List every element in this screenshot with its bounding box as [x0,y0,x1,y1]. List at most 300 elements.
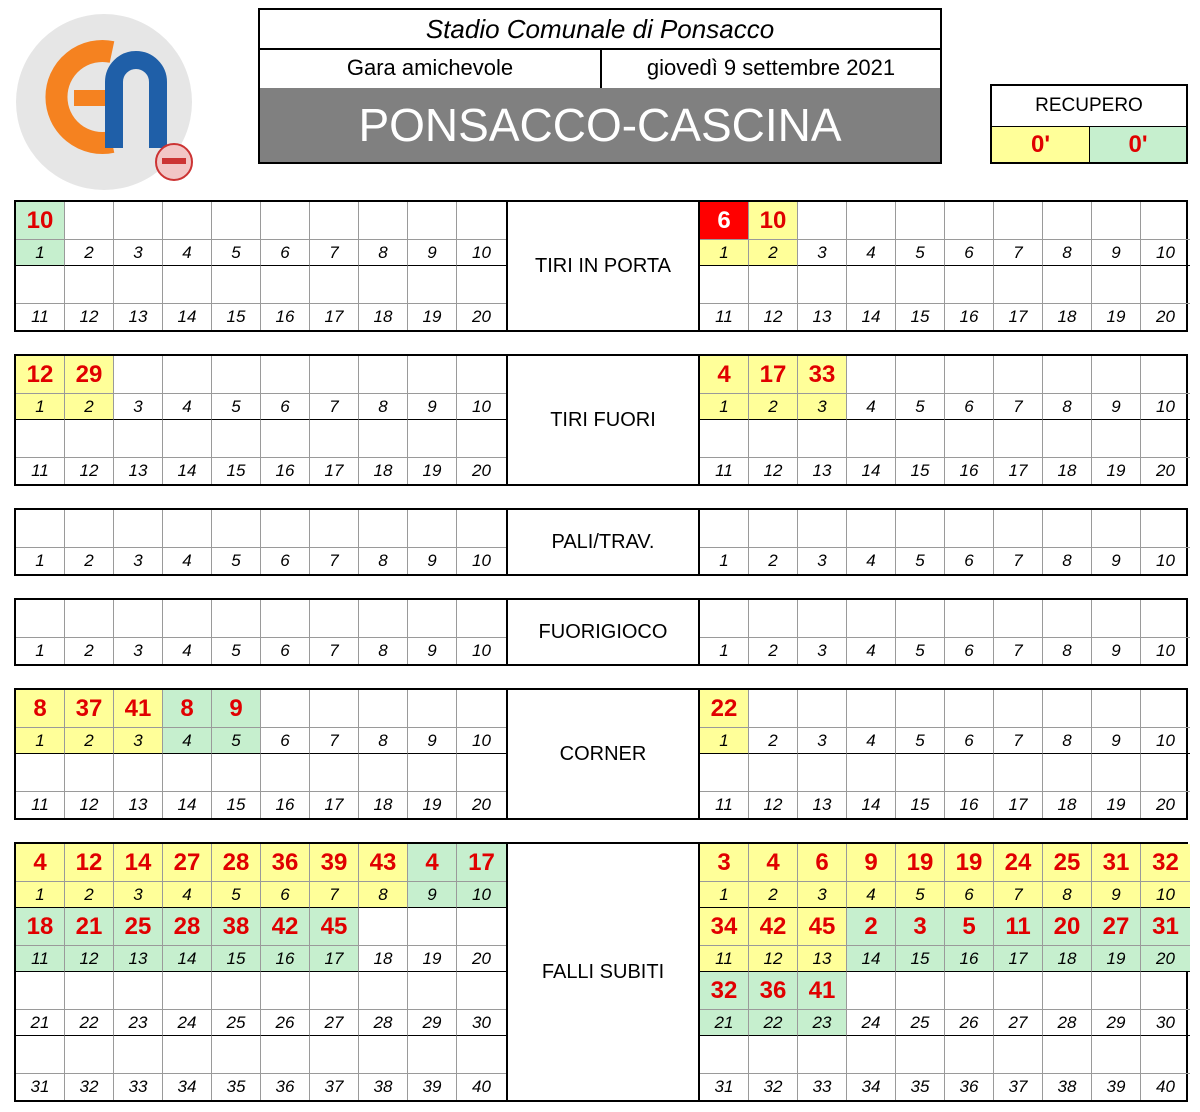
event-index: 10 [472,243,491,262]
stat-cell [114,690,163,754]
event-minute [749,1036,797,1074]
stat-cell [457,202,506,266]
event-index: 10 [472,641,491,660]
stat-cell [408,972,457,1036]
stat-cell [261,690,310,754]
event-index: 14 [177,795,197,814]
event-minute [65,266,113,304]
stat-cell [310,202,359,266]
stat-cell [16,510,65,574]
stat-cell [994,266,1043,330]
event-minute [847,266,895,304]
event-index: 3 [798,394,846,419]
stat-cell [457,356,506,420]
event-index: 16 [275,795,295,814]
event-index: 1 [35,551,45,570]
event-minute [16,510,64,548]
event-minute [896,972,944,1010]
stat-cell [994,600,1043,664]
event-index: 2 [749,394,797,419]
event-minute: 8 [16,690,64,728]
stat-cell [16,1036,65,1100]
event-minute [114,600,162,638]
event-index: 40 [472,1077,491,1096]
stat-cell [1092,202,1141,266]
event-index: 12 [763,461,783,480]
stat-cell [1092,908,1141,972]
event-index: 4 [847,882,895,907]
event-minute [1043,600,1091,638]
stat-section [14,508,1188,576]
event-minute [700,510,748,548]
event-index: 4 [182,243,192,262]
event-index: 15 [226,461,246,480]
stat-cell [65,1036,114,1100]
stat-cell [408,202,457,266]
stat-cell [114,266,163,330]
stat-cell [749,1036,798,1100]
event-index: 26 [959,1013,979,1032]
event-index: 4 [163,882,211,907]
event-minute [457,972,506,1010]
event-index: 17 [1008,795,1028,814]
event-minute: 3 [700,844,748,882]
event-index: 2 [84,641,94,660]
home-team-grid [16,844,506,1100]
event-minute: 11 [994,908,1042,946]
event-minute: 33 [798,356,846,394]
event-index: 5 [212,882,260,907]
event-minute [16,1036,64,1074]
event-minute [261,420,309,458]
event-minute: 34 [700,908,748,946]
stat-cell [359,600,408,664]
event-minute [163,356,211,394]
stat-cell [994,1036,1043,1100]
event-index: 5 [915,243,925,262]
event-minute [359,202,407,240]
stat-section [14,200,1188,332]
event-index: 6 [280,243,290,262]
event-minute [1092,972,1140,1010]
stat-cell [798,510,847,574]
event-index: 5 [915,731,925,750]
event-minute: 21 [65,908,113,946]
event-index: 1 [700,394,748,419]
event-index: 5 [231,551,241,570]
event-index: 30 [1156,1013,1175,1032]
event-minute [16,600,64,638]
stat-cell [896,420,945,484]
event-minute [798,690,846,728]
stat-cell [994,844,1043,908]
event-minute: 4 [16,844,64,882]
stat-cell [65,754,114,818]
stat-cell [359,266,408,330]
event-index: 20 [472,795,491,814]
stat-cell [847,510,896,574]
stat-cell [798,972,847,1036]
event-index: 2 [768,551,778,570]
event-index: 21 [30,1013,50,1032]
event-minute [1043,420,1091,458]
stat-cell [114,908,163,972]
event-index: 38 [373,1077,393,1096]
event-minute [408,908,456,946]
event-minute: 17 [749,356,797,394]
event-minute [310,754,358,792]
stat-cell [994,202,1043,266]
event-index: 4 [866,397,876,416]
event-index: 10 [472,551,491,570]
stat-cell [1043,510,1092,574]
stat-cell [359,844,408,908]
event-minute [1043,972,1091,1010]
event-index: 6 [261,882,309,907]
recupero-label: RECUPERO [992,86,1186,127]
stat-cell [945,420,994,484]
event-index: 34 [861,1077,881,1096]
event-minute [408,510,456,548]
event-index: 20 [1156,795,1175,814]
event-index: 9 [1111,551,1121,570]
event-index: 1 [16,882,64,907]
event-index: 16 [261,946,309,971]
stat-cell [310,600,359,664]
event-minute [847,600,895,638]
event-index: 8 [1062,551,1072,570]
event-index: 25 [910,1013,930,1032]
stat-cell [749,266,798,330]
stat-cell [896,266,945,330]
stat-cell [1043,754,1092,818]
stat-cell [847,844,896,908]
event-index: 9 [427,397,437,416]
event-index: 20 [1141,946,1190,971]
event-index: 37 [324,1077,344,1096]
event-minute: 29 [65,356,113,394]
stat-cell [798,908,847,972]
stat-cell [408,510,457,574]
event-index: 6 [964,397,974,416]
event-index: 18 [373,795,393,814]
stat-cell [700,420,749,484]
event-index: 3 [114,882,162,907]
stat-cell [16,908,65,972]
event-index: 8 [378,551,388,570]
stat-cell [65,202,114,266]
stat-cell [261,600,310,664]
competition-type: Gara amichevole [260,48,602,88]
event-index: 18 [1057,307,1077,326]
event-minute [1092,356,1140,394]
event-minute: 3 [896,908,944,946]
event-minute [1141,510,1190,548]
stat-cell [212,600,261,664]
event-index: 18 [373,949,393,968]
stat-cell [1141,690,1190,754]
stat-cell [700,600,749,664]
stat-cell [749,844,798,908]
event-index: 8 [359,882,407,907]
event-index: 15 [896,946,944,971]
stat-cell [408,600,457,664]
event-minute [1141,202,1190,240]
stat-cell [994,420,1043,484]
event-index: 13 [128,307,148,326]
event-index: 7 [994,882,1042,907]
event-index: 19 [422,795,442,814]
event-index: 32 [763,1077,783,1096]
event-minute [16,266,64,304]
event-minute [847,510,895,548]
stat-cell [994,972,1043,1036]
event-index: 10 [472,397,491,416]
event-index: 1 [16,240,64,265]
event-minute [457,754,506,792]
stat-cell [1141,1036,1190,1100]
stat-cell [700,1036,749,1100]
stat-cell [994,754,1043,818]
event-minute [896,202,944,240]
event-minute: 42 [261,908,309,946]
event-minute [945,690,993,728]
event-minute [1043,510,1091,548]
stat-cell [1141,908,1190,972]
event-minute [261,754,309,792]
event-minute [1141,356,1190,394]
event-index: 12 [79,795,99,814]
stat-cell [798,266,847,330]
event-index: 9 [427,551,437,570]
event-minute [359,510,407,548]
event-index: 9 [1111,731,1121,750]
event-minute [847,972,895,1010]
stat-cell [65,510,114,574]
stat-cell [896,600,945,664]
event-minute: 5 [945,908,993,946]
event-index: 17 [1008,307,1028,326]
event-minute [700,754,748,792]
event-minute: 9 [847,844,895,882]
event-index: 15 [212,946,260,971]
event-minute [359,420,407,458]
stat-cell [945,754,994,818]
event-minute [896,510,944,548]
stat-cell [65,690,114,754]
event-minute [749,690,797,728]
stat-cell [212,754,261,818]
recupero-second-half: 0' [1090,127,1186,162]
stat-cell [408,266,457,330]
event-minute [114,266,162,304]
event-minute [798,600,846,638]
stat-section [14,842,1188,1102]
event-minute [65,420,113,458]
event-index: 24 [177,1013,197,1032]
event-index: 18 [373,307,393,326]
event-minute [1043,754,1091,792]
stat-cell [945,356,994,420]
stat-cell [749,510,798,574]
event-minute [310,356,358,394]
stat-cell [310,844,359,908]
event-index: 20 [472,949,491,968]
event-minute [798,202,846,240]
event-index: 5 [231,243,241,262]
stat-cell [1141,420,1190,484]
event-index: 14 [163,946,211,971]
event-minute [359,908,407,946]
event-minute [261,1036,309,1074]
event-index: 3 [133,641,143,660]
stat-cell [408,420,457,484]
stat-cell [261,844,310,908]
event-index: 22 [79,1013,99,1032]
stat-cell [310,754,359,818]
event-minute [310,600,358,638]
event-minute: 25 [114,908,162,946]
event-minute [114,1036,162,1074]
event-index: 17 [1008,461,1028,480]
event-index: 18 [373,461,393,480]
event-index: 10 [1156,551,1175,570]
stat-cell [310,510,359,574]
event-index: 19 [1106,795,1126,814]
stadium-name: Stadio Comunale di Ponsacco [260,10,940,50]
event-minute [945,356,993,394]
stat-cell [261,908,310,972]
event-index: 8 [378,397,388,416]
event-index: 31 [30,1077,50,1096]
event-minute [896,420,944,458]
event-index: 1 [16,394,64,419]
event-minute [1092,754,1140,792]
event-index: 12 [65,946,113,971]
stat-cell [700,510,749,574]
stat-cell [896,908,945,972]
stat-cell [700,202,749,266]
stat-cell [163,356,212,420]
recupero-first-half: 0' [992,127,1090,162]
home-team-grid [16,600,506,664]
event-index: 9 [427,641,437,660]
event-index: 2 [749,882,797,907]
home-team-grid [16,690,506,818]
event-index: 4 [182,397,192,416]
stat-cell [163,754,212,818]
event-minute [994,510,1042,548]
event-index: 11 [16,946,64,971]
stat-cell [1043,356,1092,420]
recupero-box [990,84,1188,164]
stat-cell [700,356,749,420]
event-minute [896,690,944,728]
event-minute [945,1036,993,1074]
event-index: 3 [798,882,846,907]
home-team-grid [16,510,506,574]
stat-cell [457,908,506,972]
event-minute [163,754,211,792]
event-minute: 4 [408,844,456,882]
event-minute [310,420,358,458]
event-index: 5 [915,397,925,416]
stat-cell [1043,844,1092,908]
stat-cell [847,754,896,818]
stat-cell [847,356,896,420]
event-minute: 28 [212,844,260,882]
stat-cell [700,844,749,908]
event-minute [261,356,309,394]
stat-label: FALLI SUBITI [506,844,700,1100]
stat-cell [359,690,408,754]
event-minute: 6 [798,844,846,882]
stat-cell [1043,972,1092,1036]
stat-cell [408,908,457,972]
event-index: 13 [812,307,832,326]
stat-cell [700,266,749,330]
stat-cell [945,202,994,266]
stat-cell [749,972,798,1036]
event-minute [65,202,113,240]
event-index: 6 [280,397,290,416]
event-minute [212,1036,260,1074]
stat-cell [896,690,945,754]
event-index: 6 [964,551,974,570]
event-minute: 4 [700,356,748,394]
stat-cell [798,754,847,818]
event-minute [847,1036,895,1074]
event-minute [700,1036,748,1074]
match-date: giovedì 9 settembre 2021 [646,55,896,80]
event-minute: 37 [65,690,113,728]
stat-cell [457,510,506,574]
event-index: 28 [373,1013,393,1032]
event-index: 12 [749,946,797,971]
event-index: 2 [84,243,94,262]
event-index: 6 [280,641,290,660]
stat-cell [212,202,261,266]
event-index: 10 [457,882,506,907]
event-index: 6 [280,731,290,750]
stat-cell [65,266,114,330]
event-minute [261,600,309,638]
event-minute: 28 [163,908,211,946]
stat-cell [700,754,749,818]
event-minute [310,510,358,548]
stat-cell [114,1036,163,1100]
home-team-grid [16,356,506,484]
event-index: 15 [910,795,930,814]
stat-cell [310,266,359,330]
stat-cell [261,1036,310,1100]
event-index: 10 [1156,731,1175,750]
event-minute [1043,266,1091,304]
event-index: 7 [1013,243,1023,262]
event-minute [749,266,797,304]
away-team-grid [700,600,1190,664]
event-index: 20 [1156,307,1175,326]
stat-cell [16,844,65,908]
event-index: 8 [1062,243,1072,262]
event-minute [945,420,993,458]
stat-cell [1092,420,1141,484]
stat-cell [945,690,994,754]
event-minute: 41 [114,690,162,728]
event-minute [359,972,407,1010]
event-index: 4 [866,551,876,570]
stat-cell [310,420,359,484]
